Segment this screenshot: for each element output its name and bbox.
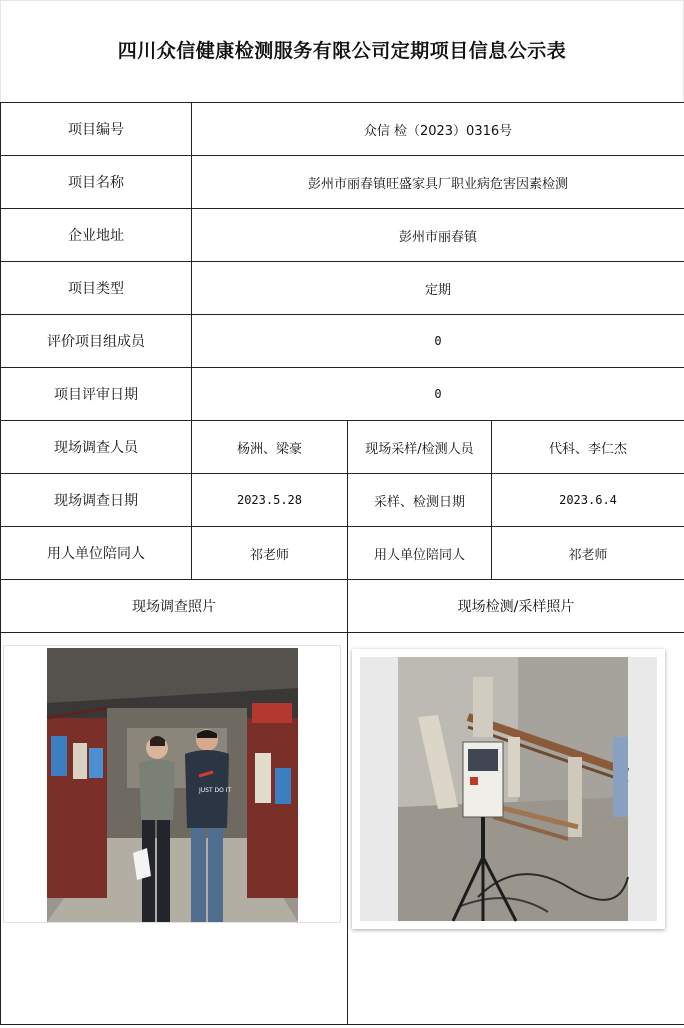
project-no-label: 项目编号 xyxy=(1,103,192,156)
table-row xyxy=(1,633,684,1025)
survey-photo-label: 现场调查照片 xyxy=(1,580,348,633)
table-row xyxy=(1,421,684,474)
escort-label: 用人单位陪同人 xyxy=(1,527,192,580)
sampling-staff-label: 现场采样/检测人员 xyxy=(348,421,492,474)
project-type-value: 定期 xyxy=(192,262,684,315)
info-table xyxy=(0,102,684,1025)
eval-members-label: 评价项目组成员 xyxy=(1,315,192,368)
project-type-label: 项目类型 xyxy=(1,262,192,315)
table-row xyxy=(1,580,684,633)
table-row xyxy=(1,527,684,580)
sampling-photo xyxy=(352,649,665,929)
project-name-label: 项目名称 xyxy=(1,156,192,209)
survey-photo-frame xyxy=(3,645,341,923)
sampling-photo-frame xyxy=(352,649,665,929)
survey-staff-label: 现场调查人员 xyxy=(1,421,192,474)
sampling-date-label: 采样、检测日期 xyxy=(348,474,492,527)
sampling-date-value: 2023.6.4 xyxy=(492,474,684,527)
escort-value-2: 祁老师 xyxy=(492,527,684,580)
table-row xyxy=(1,103,684,156)
table-row xyxy=(1,262,684,315)
sampling-photo-cell xyxy=(348,633,684,1025)
eval-members-value: 0 xyxy=(192,315,684,368)
table-row xyxy=(1,209,684,262)
sampling-photo-label: 现场检测/采样照片 xyxy=(348,580,684,633)
survey-photo-cell xyxy=(1,633,348,1025)
project-name-value: 彭州市丽春镇旺盛家具厂职业病危害因素检测 xyxy=(192,156,684,209)
survey-photo xyxy=(4,646,340,922)
table-row xyxy=(1,474,684,527)
survey-date-value: 2023.5.28 xyxy=(192,474,348,527)
survey-date-label: 现场调查日期 xyxy=(1,474,192,527)
escort-value: 祁老师 xyxy=(192,527,348,580)
review-date-label: 项目评审日期 xyxy=(1,368,192,421)
table-row xyxy=(1,315,684,368)
table-row xyxy=(1,156,684,209)
sampling-staff-value: 代科、李仁杰 xyxy=(492,421,684,474)
company-address-label: 企业地址 xyxy=(1,209,192,262)
page-title: 四川众信健康检测服务有限公司定期项目信息公示表 xyxy=(117,40,567,62)
project-no-value: 众信 检（2023）0316号 xyxy=(192,103,684,156)
review-date-value: 0 xyxy=(192,368,684,421)
escort-label-2: 用人单位陪同人 xyxy=(348,527,492,580)
survey-staff-value: 杨洲、梁豪 xyxy=(192,421,348,474)
shirt-text: JUST DO IT xyxy=(199,787,232,794)
table-row xyxy=(1,368,684,421)
company-address-value: 彭州市丽春镇 xyxy=(192,209,684,262)
